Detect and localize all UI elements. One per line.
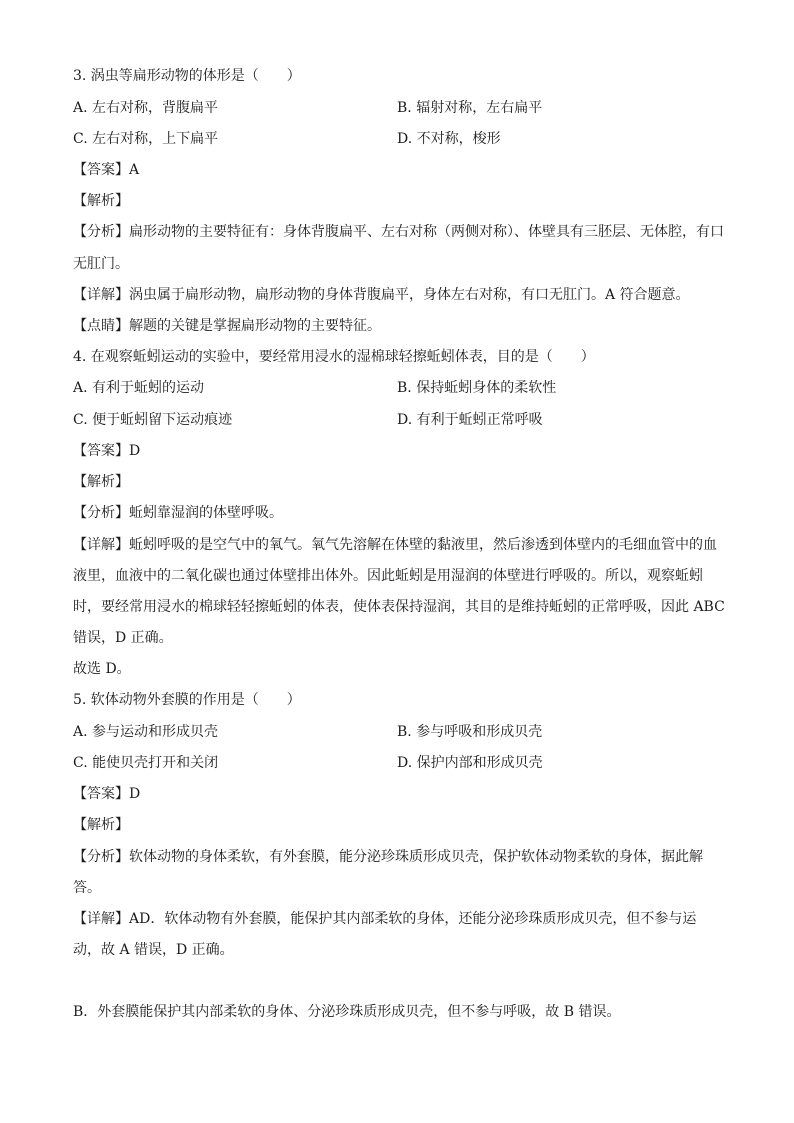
q3-fenxi-line-1 xyxy=(73,222,724,242)
q3-xiangjie-text: 涡虫属于扁形动物，扁形动物的身体背腹扁平，身体左右对称，有口无肛门。A 符合题意。 xyxy=(129,287,690,303)
answer-tag: 【 答案 】 xyxy=(73,443,129,459)
q4-answer-line xyxy=(73,441,140,461)
q5-option-b: B. 参与呼吸和形成贝壳 xyxy=(397,724,543,740)
q3-option-d: D. 不对称，梭形 xyxy=(397,131,501,147)
q3-answer: A xyxy=(129,162,140,178)
q5-option-d: D. 保护内部和形成贝壳 xyxy=(397,755,543,771)
q5-stem: 5. 软体动物外套膜的作用是（ ） xyxy=(73,692,301,708)
q5-xiangjie-line-2: 动，故 A 错误，D 正确。 xyxy=(73,942,234,958)
q5-option-a: A. 参与运动和形成贝壳 xyxy=(73,724,219,740)
q3-fenxi-line-2: 无肛门。 xyxy=(73,256,129,272)
q5-fenxi-line-1 xyxy=(73,847,703,867)
q4-option-c: C. 便于蚯蚓留下运动痕迹 xyxy=(73,412,233,428)
q5-option-c: C. 能使贝壳打开和关闭 xyxy=(73,755,219,771)
q3-xiangjie-line xyxy=(73,285,690,305)
xiangjie-tag: 【 详解 】 xyxy=(73,537,129,553)
q5-answer-line xyxy=(73,784,140,804)
q5-xiangjie-text-1: AD．软体动物有外套膜，能保护其内部柔软的身体，还能分泌珍珠质形成贝壳，但不参与运 xyxy=(129,911,697,927)
xiangjie-tag: 【 详解 】 xyxy=(73,911,129,927)
q4-fenxi-line xyxy=(73,503,283,523)
analysis-tag: 【 解析 】 xyxy=(73,817,129,833)
xiangjie-tag: 【 详解 】 xyxy=(73,287,129,303)
analysis-tag: 【 解析 】 xyxy=(73,193,129,209)
fenxi-tag: 【 分析 】 xyxy=(73,849,129,865)
q4-xiangjie-line-1 xyxy=(73,535,717,555)
q3-option-c: C. 左右对称，上下扁平 xyxy=(73,131,219,147)
q4-xiangjie-text-1: 蚯蚓呼吸的是空气中的氧气。氧气先溶解在体壁的黏液里，然后渗透到体壁内的毛细血管中的血 xyxy=(129,537,717,553)
q5-part-b: B．外套膜能保护其内部柔软的身体、分泌珍珠质形成贝壳，但不参与呼吸，故 B 错误。 xyxy=(73,1004,621,1020)
q5-fenxi-line-2: 答。 xyxy=(73,880,101,896)
q4-option-d: D. 有利于蚯蚓正常呼吸 xyxy=(397,412,543,428)
q4-xiangjie-line-2: 液里，血液中的二氧化碳也通过体壁排出体外。因此蚯蚓是用湿润的体壁进行呼吸的。所以，观察蚯蚓 xyxy=(73,568,703,584)
answer-tag: 【 答案 】 xyxy=(73,786,129,802)
dianjing-tag: 【 点睛 】 xyxy=(73,318,129,334)
fenxi-tag: 【 分析 】 xyxy=(73,224,129,240)
q4-analysis-heading xyxy=(73,472,129,492)
q4-option-a: A. 有利于蚯蚓的运动 xyxy=(73,380,205,396)
q4-fenxi-text: 蚯蚓靠湿润的体壁呼吸。 xyxy=(129,505,283,521)
q5-fenxi-text-1: 软体动物的身体柔软，有外套膜，能分泌珍珠质形成贝壳，保护软体动物柔软的身体，据此解 xyxy=(129,849,703,865)
q4-option-b: B. 保持蚯蚓身体的柔软性 xyxy=(397,380,557,396)
q4-answer: D xyxy=(129,443,141,459)
q4-stem: 4. 在观察蚯蚓运动的实验中，要经常用浸水的湿棉球轻擦蚯蚓体表，目的是（ ） xyxy=(73,349,595,365)
q5-answer: D xyxy=(129,786,141,802)
analysis-tag: 【 解析 】 xyxy=(73,474,129,490)
fenxi-tag: 【 分析 】 xyxy=(73,505,129,521)
q4-conclusion: 故选 D。 xyxy=(73,661,131,677)
q3-fenxi-text-1: 扁形动物的主要特征有：身体背腹扁平、左右对称（两侧对称）、体壁具有三胚层、无体腔，有口 xyxy=(129,224,724,240)
q4-xiangjie-line-3: 时，要经常用浸水的棉球轻轻擦蚯蚓的体表，使体表保持湿润，其目的是维持蚯蚓的正常呼吸，因此 ABC xyxy=(73,599,725,615)
q3-option-a: A. 左右对称，背腹扁平 xyxy=(73,100,219,116)
answer-tag: 【 答案 】 xyxy=(73,162,129,178)
q3-answer-line xyxy=(73,160,139,180)
q3-analysis-heading xyxy=(73,191,129,211)
q5-xiangjie-line-1 xyxy=(73,909,696,929)
q5-analysis-heading xyxy=(73,815,129,835)
q3-dianjing-text: 解题的关键是掌握扁形动物的主要特征。 xyxy=(129,318,381,334)
q3-option-b: B. 辐射对称，左右扁平 xyxy=(397,100,543,116)
q3-dianjing-line xyxy=(73,316,381,336)
q4-xiangjie-line-4: 错误，D 正确。 xyxy=(73,630,173,646)
q3-stem: 3. 涡虫等扁形动物的体形是（ ） xyxy=(73,68,301,84)
